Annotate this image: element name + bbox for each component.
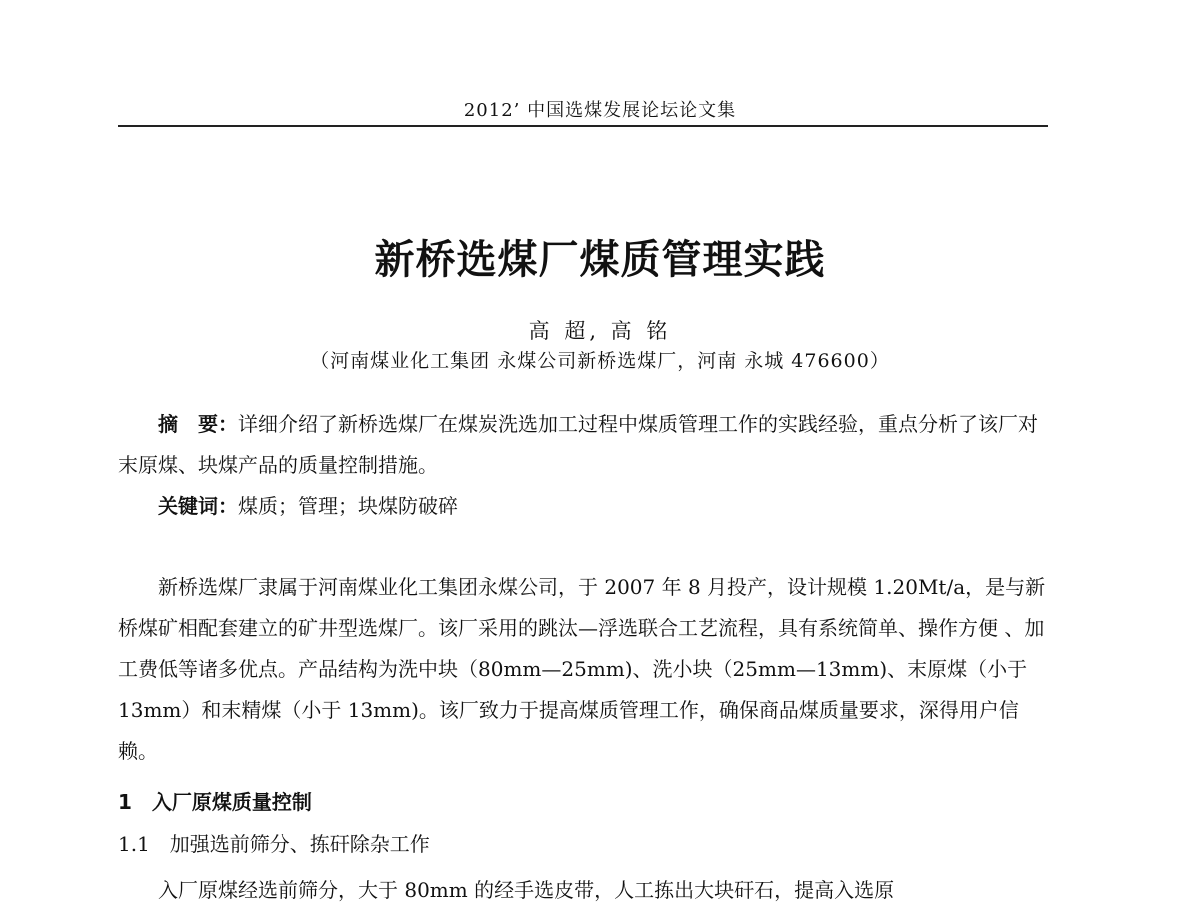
running-header: 2012’ 中国选煤发展论坛论文集 (463, 100, 737, 121)
abstract-label: 摘 要： (158, 412, 238, 436)
keywords-label: 关键词： (158, 494, 238, 518)
affiliation: （河南煤业化工集团 永煤公司新桥选煤厂，河南 永城 476600） (310, 350, 890, 372)
authors: 高 超, 高 铭 (528, 319, 672, 343)
paper-title: 新桥选煤厂煤质管理实践 (374, 237, 826, 283)
abstract-text: 详细介绍了新桥选煤厂在煤炭洗选加工过程中煤质管理工作的实践经验，重点分析了该厂对末原煤、块煤产品的质量控制措施。 (118, 412, 1038, 477)
body-paragraph: 入厂原煤经选前筛分，大于 80mm 的经手选皮带，人工拣出大块矸石，提高入选原 (158, 878, 895, 902)
header-rule (118, 125, 1048, 127)
keywords-text: 煤质；管理；块煤防破碎 (238, 494, 458, 518)
keywords (118, 486, 1048, 527)
intro-paragraph: 新桥选煤厂隶属于河南煤业化工集团永煤公司，于 2007 年 8 月投产，设计规模 1.20Mt/a，是与新桥煤矿相配套建立的矿井型选煤厂。该厂采用的跳汰—浮选联合工艺流程，具有系统简单、操作方便 、加工费低等诸多优点。产品结构为洗中块（80mm—25mm)、洗小块（25mm—13mm)、末原煤（小于 13mm）和末精煤（小于 13mm)。该厂致力于提高煤质管理工作，确保商品煤质量要求，深得用户信赖。 (118, 575, 1046, 763)
subsection-heading: 1.1 加强选前筛分、拣矸除杂工作 (118, 832, 430, 856)
section-heading: 1 入厂原煤质量控制 (118, 790, 312, 814)
abstract (118, 404, 1048, 486)
